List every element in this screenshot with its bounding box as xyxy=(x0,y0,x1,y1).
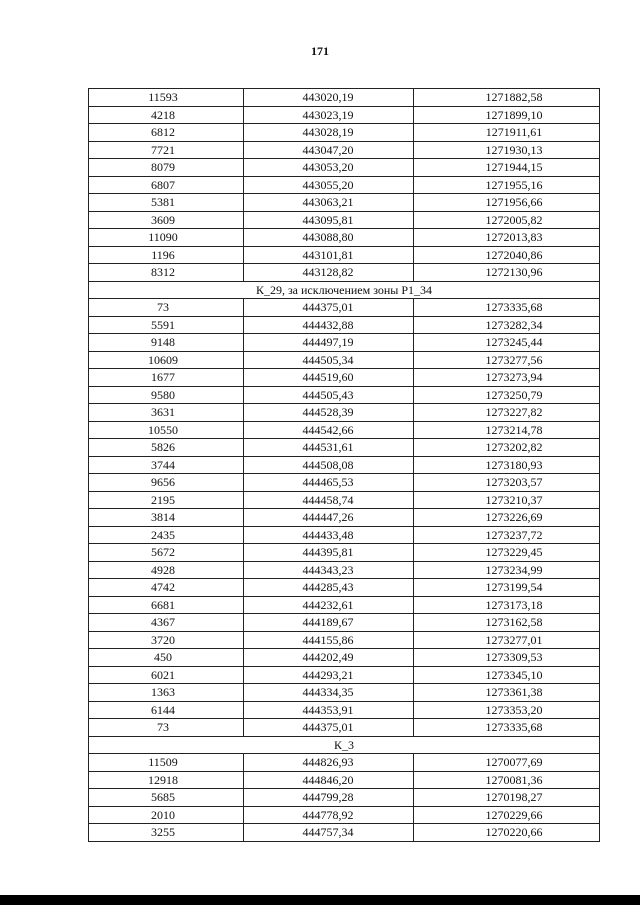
row-rule xyxy=(88,438,600,439)
y-coordinate-cell: 1272013,83 xyxy=(485,230,543,244)
row-rule xyxy=(88,263,600,264)
row-rule xyxy=(88,718,600,719)
row-rule xyxy=(88,736,600,737)
row-rule xyxy=(88,123,600,124)
x-coordinate-cell: 443053,20 xyxy=(302,160,354,174)
x-coordinate-cell: 444189,67 xyxy=(302,615,354,629)
y-coordinate-cell: 1271882,58 xyxy=(485,90,543,104)
x-coordinate-cell: 443055,20 xyxy=(302,177,354,192)
y-coordinate-cell: 1271930,13 xyxy=(485,142,543,157)
point-number-cell: 9580 xyxy=(151,387,175,402)
y-coordinate-cell: 1273273,94 xyxy=(485,370,543,384)
point-number-cell: 6681 xyxy=(151,597,175,612)
y-coordinate-cell: 1273210,37 xyxy=(485,492,543,507)
y-coordinate-cell: 1273353,20 xyxy=(485,702,543,717)
y-coordinate-cell: 1271944,15 xyxy=(485,160,543,174)
point-number-cell: 1677 xyxy=(151,370,175,384)
x-coordinate-cell: 444232,61 xyxy=(302,597,354,612)
point-number-cell: 6812 xyxy=(151,125,175,139)
y-coordinate-cell: 1273277,01 xyxy=(485,632,543,647)
x-coordinate-cell: 444432,88 xyxy=(302,317,354,332)
row-rule xyxy=(88,246,600,247)
point-number-cell: 12918 xyxy=(148,772,178,787)
point-number-cell: 3744 xyxy=(151,457,175,472)
x-coordinate-cell: 444375,01 xyxy=(302,300,354,314)
y-coordinate-cell: 1273282,34 xyxy=(485,317,543,332)
x-coordinate-cell: 444334,35 xyxy=(302,685,354,699)
x-coordinate-cell: 443020,19 xyxy=(302,90,354,104)
y-coordinate-cell: 1272005,82 xyxy=(485,212,543,227)
row-rule xyxy=(88,193,600,194)
x-coordinate-cell: 444508,08 xyxy=(302,457,354,472)
x-coordinate-cell: 444285,43 xyxy=(302,580,354,594)
row-rule xyxy=(88,176,600,177)
row-rule xyxy=(88,158,600,159)
row-rule xyxy=(88,211,600,212)
point-number-cell: 73 xyxy=(157,720,169,734)
point-number-cell: 9148 xyxy=(151,335,175,349)
y-coordinate-cell: 1271956,66 xyxy=(485,195,543,209)
y-coordinate-cell: 1273335,68 xyxy=(485,720,543,734)
row-rule xyxy=(88,631,600,632)
x-coordinate-cell: 443088,80 xyxy=(302,230,354,244)
x-coordinate-cell: 444465,53 xyxy=(302,475,354,489)
x-coordinate-cell: 444458,74 xyxy=(302,492,354,507)
y-coordinate-cell: 1270081,36 xyxy=(485,772,543,787)
y-coordinate-cell: 1270229,66 xyxy=(485,807,543,822)
x-coordinate-cell: 444505,34 xyxy=(302,352,354,367)
y-coordinate-cell: 1270077,69 xyxy=(485,755,543,769)
x-coordinate-cell: 444202,49 xyxy=(302,650,354,664)
row-rule xyxy=(88,316,600,317)
point-number-cell: 5672 xyxy=(151,545,175,559)
x-coordinate-cell: 444778,92 xyxy=(302,807,354,822)
table-border xyxy=(88,88,89,841)
row-rule xyxy=(88,788,600,789)
coordinates-table xyxy=(88,88,600,846)
point-number-cell: 8079 xyxy=(151,160,175,174)
y-coordinate-cell: 1273237,72 xyxy=(485,527,543,542)
x-coordinate-cell: 443101,81 xyxy=(302,247,354,262)
row-rule xyxy=(88,386,600,387)
point-number-cell: 6021 xyxy=(151,667,175,682)
row-rule xyxy=(88,106,600,107)
point-number-cell: 450 xyxy=(154,650,172,664)
y-coordinate-cell: 1273361,38 xyxy=(485,685,543,699)
x-coordinate-cell: 443028,19 xyxy=(302,125,354,139)
x-coordinate-cell: 443047,20 xyxy=(302,142,354,157)
row-rule xyxy=(88,351,600,352)
point-number-cell: 8312 xyxy=(151,265,175,279)
point-number-cell: 11593 xyxy=(148,90,178,104)
point-number-cell: 3609 xyxy=(151,212,175,227)
y-coordinate-cell: 1273202,82 xyxy=(485,440,543,454)
row-rule xyxy=(88,683,600,684)
y-coordinate-cell: 1272130,96 xyxy=(485,265,543,279)
column-rule xyxy=(243,298,244,736)
point-number-cell: 3255 xyxy=(151,825,175,839)
column-rule xyxy=(413,753,414,841)
row-rule xyxy=(88,508,600,509)
point-number-cell: 5685 xyxy=(151,790,175,804)
y-coordinate-cell: 1273173,18 xyxy=(485,597,543,612)
y-coordinate-cell: 1271911,61 xyxy=(485,125,543,139)
row-rule xyxy=(88,228,600,229)
y-coordinate-cell: 1273199,54 xyxy=(485,580,543,594)
row-rule xyxy=(88,368,600,369)
point-number-cell: 10550 xyxy=(148,422,178,437)
point-number-cell: 1196 xyxy=(151,247,175,262)
column-rule xyxy=(413,88,414,281)
y-coordinate-cell: 1273180,93 xyxy=(485,457,543,472)
x-coordinate-cell: 444293,21 xyxy=(302,667,354,682)
row-rule xyxy=(88,281,600,282)
y-coordinate-cell: 1273203,57 xyxy=(485,475,543,489)
point-number-cell: 4367 xyxy=(151,615,175,629)
x-coordinate-cell: 443023,19 xyxy=(302,107,354,122)
point-number-cell: 73 xyxy=(157,300,169,314)
y-coordinate-cell: 1271899,10 xyxy=(485,107,543,122)
x-coordinate-cell: 444542,66 xyxy=(302,422,354,437)
row-rule xyxy=(88,841,600,842)
point-number-cell: 2010 xyxy=(151,807,175,822)
point-number-cell: 6807 xyxy=(151,177,175,192)
row-rule xyxy=(88,613,600,614)
point-number-cell: 10609 xyxy=(148,352,178,367)
row-rule xyxy=(88,666,600,667)
x-coordinate-cell: 443095,81 xyxy=(302,212,354,227)
y-coordinate-cell: 1273335,68 xyxy=(485,300,543,314)
point-number-cell: 3720 xyxy=(151,632,175,647)
row-rule xyxy=(88,421,600,422)
point-number-cell: 4928 xyxy=(151,562,175,577)
x-coordinate-cell: 444155,86 xyxy=(302,632,354,647)
x-coordinate-cell: 444528,39 xyxy=(302,405,354,419)
row-rule xyxy=(88,333,600,334)
x-coordinate-cell: 444519,60 xyxy=(302,370,354,384)
column-rule xyxy=(413,298,414,736)
x-coordinate-cell: 444846,20 xyxy=(302,772,354,787)
section-header: К_3 xyxy=(333,737,354,752)
row-rule xyxy=(88,561,600,562)
row-rule xyxy=(88,141,600,142)
y-coordinate-cell: 1270198,27 xyxy=(485,790,543,804)
x-coordinate-cell: 444447,26 xyxy=(302,510,354,524)
y-coordinate-cell: 1272040,86 xyxy=(485,247,543,262)
section-header: К_29, за исключением зоны Р1_34 xyxy=(255,282,433,297)
point-number-cell: 11509 xyxy=(148,755,178,769)
point-number-cell: 7721 xyxy=(151,142,175,157)
y-coordinate-cell: 1273345,10 xyxy=(485,667,543,682)
row-rule xyxy=(88,578,600,579)
page-number: 171 xyxy=(311,44,329,58)
row-rule xyxy=(88,701,600,702)
x-coordinate-cell: 444826,93 xyxy=(302,755,354,769)
point-number-cell: 11090 xyxy=(148,230,178,244)
y-coordinate-cell: 1273226,69 xyxy=(485,510,543,524)
point-number-cell: 4218 xyxy=(151,107,175,122)
x-coordinate-cell: 443063,21 xyxy=(302,195,354,209)
x-coordinate-cell: 444799,28 xyxy=(302,790,354,804)
point-number-cell: 3631 xyxy=(151,405,175,419)
y-coordinate-cell: 1273234,99 xyxy=(485,562,543,577)
point-number-cell: 1363 xyxy=(151,685,175,699)
y-coordinate-cell: 1273250,79 xyxy=(485,387,543,402)
point-number-cell: 2435 xyxy=(151,527,175,542)
y-coordinate-cell: 1273229,45 xyxy=(485,545,543,559)
y-coordinate-cell: 1273214,78 xyxy=(485,422,543,437)
row-rule xyxy=(88,753,600,754)
point-number-cell: 5381 xyxy=(151,195,175,209)
row-rule xyxy=(88,596,600,597)
x-coordinate-cell: 444433,48 xyxy=(302,527,354,542)
row-rule xyxy=(88,543,600,544)
y-coordinate-cell: 1273227,82 xyxy=(485,405,543,419)
point-number-cell: 9656 xyxy=(151,475,175,489)
column-rule xyxy=(243,753,244,841)
x-coordinate-cell: 444353,91 xyxy=(302,702,354,717)
table-border xyxy=(599,88,600,841)
y-coordinate-cell: 1270220,66 xyxy=(485,825,543,839)
point-number-cell: 5826 xyxy=(151,440,175,454)
row-rule xyxy=(88,456,600,457)
y-coordinate-cell: 1271955,16 xyxy=(485,177,543,192)
row-rule xyxy=(88,823,600,824)
x-coordinate-cell: 444757,34 xyxy=(302,825,354,839)
point-number-cell: 5591 xyxy=(151,317,175,332)
column-rule xyxy=(243,88,244,281)
y-coordinate-cell: 1273245,44 xyxy=(485,335,543,349)
row-rule xyxy=(88,473,600,474)
row-rule xyxy=(88,648,600,649)
y-coordinate-cell: 1273162,58 xyxy=(485,615,543,629)
row-rule xyxy=(88,298,600,299)
row-rule xyxy=(88,806,600,807)
x-coordinate-cell: 444375,01 xyxy=(302,720,354,734)
x-coordinate-cell: 444505,43 xyxy=(302,387,354,402)
point-number-cell: 3814 xyxy=(151,510,175,524)
y-coordinate-cell: 1273277,56 xyxy=(485,352,543,367)
y-coordinate-cell: 1273309,53 xyxy=(485,650,543,664)
row-rule xyxy=(88,771,600,772)
x-coordinate-cell: 444497,19 xyxy=(302,335,354,349)
x-coordinate-cell: 443128,82 xyxy=(302,265,354,279)
scan-edge xyxy=(0,895,640,905)
point-number-cell: 4742 xyxy=(151,580,175,594)
row-rule xyxy=(88,491,600,492)
row-rule xyxy=(88,88,600,89)
x-coordinate-cell: 444343,23 xyxy=(302,562,354,577)
x-coordinate-cell: 444531,61 xyxy=(302,440,354,454)
row-rule xyxy=(88,403,600,404)
point-number-cell: 6144 xyxy=(151,702,175,717)
x-coordinate-cell: 444395,81 xyxy=(302,545,354,559)
point-number-cell: 2195 xyxy=(151,492,175,507)
row-rule xyxy=(88,526,600,527)
